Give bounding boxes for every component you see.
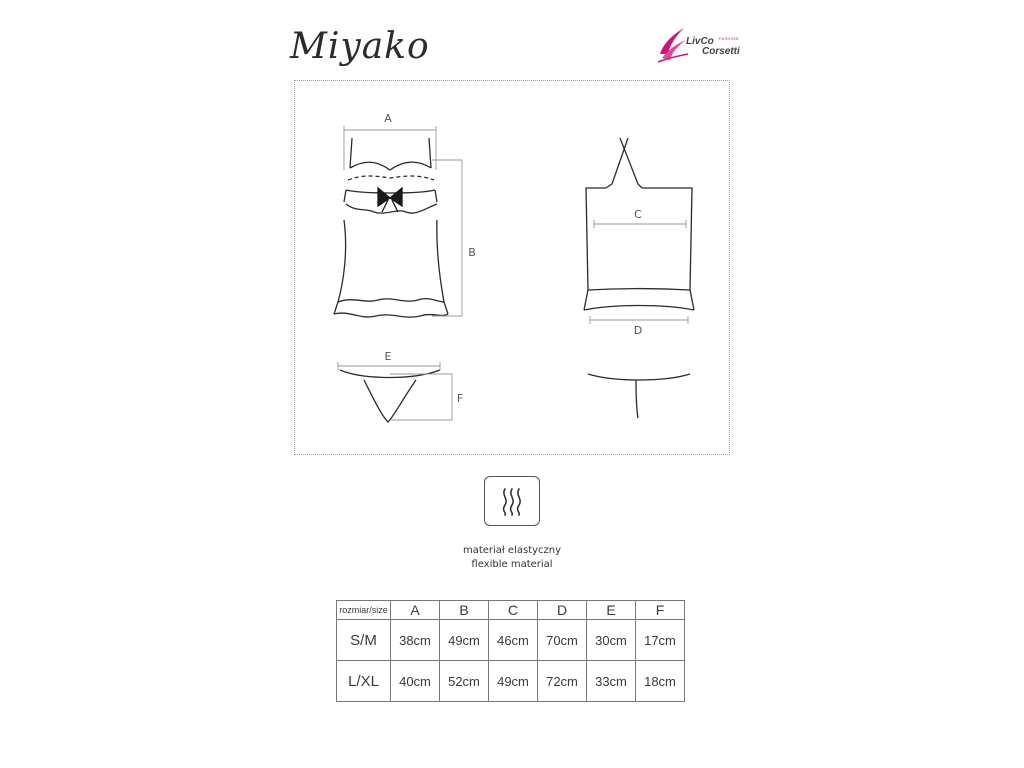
brand-logo — [658, 24, 758, 64]
thong-front-drawing — [340, 370, 440, 422]
table-cell: 49cm — [440, 620, 489, 661]
chemise-front-drawing — [334, 138, 448, 317]
size-label: S/M — [337, 620, 391, 661]
table-cell: 40cm — [391, 661, 440, 702]
bow-icon — [378, 188, 402, 212]
table-row — [337, 620, 685, 661]
table-cell: 70cm — [538, 620, 587, 661]
label-e: E — [384, 350, 392, 363]
label-d: D — [633, 324, 643, 337]
brand-tag: FASHION — [719, 36, 739, 41]
label-a: A — [384, 112, 392, 125]
col-header-d: D — [538, 601, 587, 620]
measurement-diagram — [294, 80, 730, 455]
stretch-arrows-icon — [485, 477, 539, 525]
col-header-b: B — [440, 601, 489, 620]
table-cell: 33cm — [587, 661, 636, 702]
size-table — [336, 600, 685, 702]
table-cell: 17cm — [636, 620, 685, 661]
brand-name-2: Corsetti — [702, 46, 740, 57]
col-header-c: C — [489, 601, 538, 620]
col-header-f: F — [636, 601, 685, 620]
table-cell: 30cm — [587, 620, 636, 661]
brand-name-1: LivCo — [686, 36, 714, 47]
material-icon-box — [484, 476, 540, 526]
table-cell: 49cm — [489, 661, 538, 702]
size-table-header — [337, 601, 685, 620]
table-cell: 46cm — [489, 620, 538, 661]
label-f: F — [456, 392, 464, 405]
size-label: L/XL — [337, 661, 391, 702]
col-header-e: E — [587, 601, 636, 620]
col-header-a: A — [391, 601, 440, 620]
label-b: B — [468, 246, 476, 259]
table-row — [337, 661, 685, 702]
product-title: Miyako — [290, 26, 430, 67]
brand-logo-mark-icon — [658, 24, 688, 64]
table-cell: 72cm — [538, 661, 587, 702]
label-c: C — [634, 208, 642, 221]
thong-back-drawing — [588, 374, 690, 418]
table-cell: 18cm — [636, 661, 685, 702]
table-cell: 52cm — [440, 661, 489, 702]
material-caption-en: flexible material — [471, 559, 553, 570]
table-cell: 38cm — [391, 620, 440, 661]
size-corner-label: rozmiar/size — [337, 601, 391, 620]
material-caption-pl: materiał elastyczny — [462, 545, 562, 556]
